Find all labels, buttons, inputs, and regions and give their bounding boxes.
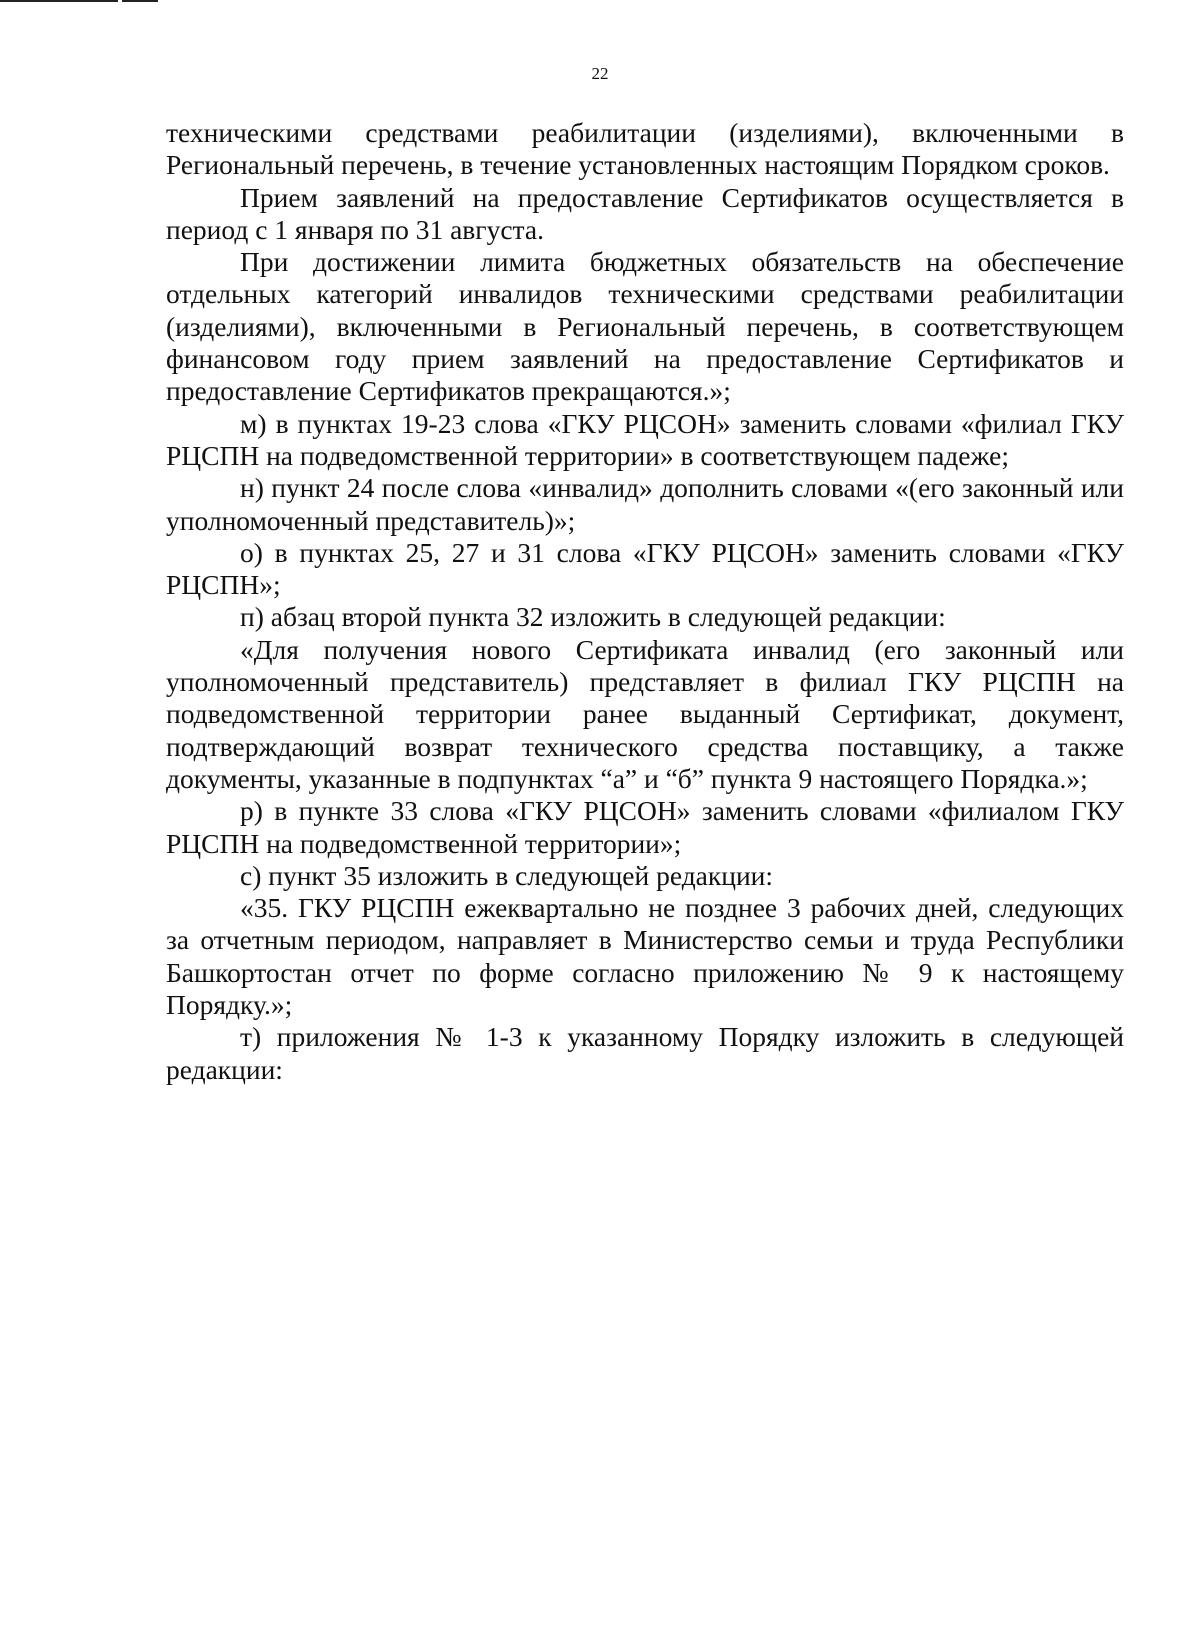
paragraph-item-r: р) в пункте 33 слова «ГКУ РЦСОН» заменить словами «филиалом ГКУ РЦСПН на подведомственной территории»; <box>166 795 1124 859</box>
paragraph-applications-period: Прием заявлений на предоставление Сертификатов осуществляется в период с 1 января по 31 августа. <box>166 181 1124 245</box>
page-number: 22 <box>591 64 609 83</box>
paragraph-item-t: т) приложения № 1-3 к указанному Порядку изложить в следующей редакции: <box>166 1021 1124 1085</box>
paragraph-item-p: п) абзац второй пункта 32 изложить в следующей редакции: <box>240 601 946 633</box>
paragraph-item-s: с) пункт 35 изложить в следующей редакции: <box>240 859 774 891</box>
paragraph-item-o: о) в пунктах 25, 27 и 31 слова «ГКУ РЦСОН» заменить словами «ГКУ РЦСПН»; <box>166 536 1124 601</box>
paragraph-item-m: м) в пунктах 19-23 слова «ГКУ РЦСОН» заменить словами «филиал ГКУ РЦСПН на подведомственной территории» в соответствующем падеже; <box>166 407 1124 471</box>
scan-edge-mark-gap <box>118 0 122 2</box>
paragraph-budget-limit: При достижении лимита бюджетных обязательств на обеспечение отдельных категорий инвалидов техническими средствами реабилитации (изделиями), включенными в Региональный перечень, в соответствующем финансовом году прием заявлений на предоставление Сертификатов и предоставление Сертификатов прекращаются.»; <box>166 246 1124 407</box>
paragraph-continuation: техническими средствами реабилитации (изделиями), включенными в Региональный перечень, в течение установленных настоящим Порядком сроков. <box>166 117 1124 181</box>
paragraph-item-p-quote: «Для получения нового Сертификата инвалид (его законный или уполномоченный представитель) представляет в филиал ГКУ РЦСПН на подведомственной территории ранее выданный Сертификат, документ, подтверждающий возврат технического средства поставщику, а также документы, указанные в подпунктах “а” и “б” пункта 9 настоящего Порядка.»; <box>166 633 1124 794</box>
paragraph-item-n: н) пункт 24 после слова «инвалид» дополнить словами «(его законный или уполномоченный представитель)»; <box>166 472 1124 536</box>
paragraph-item-s-quote: «35. ГКУ РЦСПН ежеквартально не позднее 3 рабочих дней, следующих за отчетным периодом, направляет в Министерство семьи и труда Республики Башкортостан отчет по форме согласно приложению № 9 к настоящему Порядку.»; <box>166 892 1124 1021</box>
document-body <box>166 117 1124 1086</box>
scan-edge-mark <box>0 0 158 2</box>
